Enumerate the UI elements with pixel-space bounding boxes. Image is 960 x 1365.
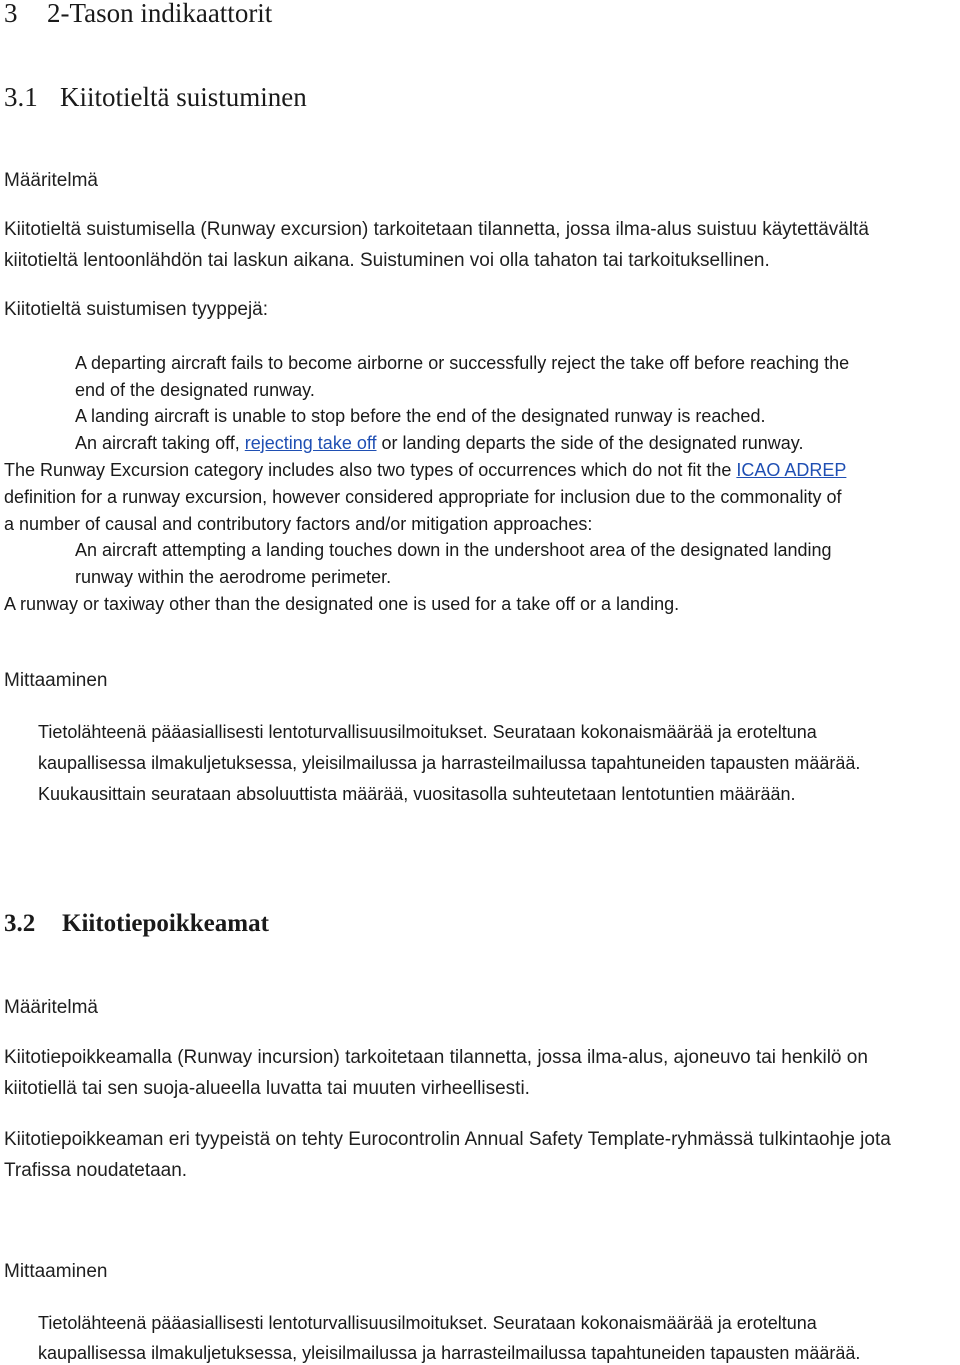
heading-title: Kiitotieltä suistuminen [60, 82, 307, 112]
measuring-line: kaupallisessa ilmakuljetuksessa, yleisilmailussa ja harrasteilmailussa tapahtuneiden tapausten määrää. [38, 753, 861, 773]
list-item: A departing aircraft fails to become airborne or successfully reject the take off before reaching the [75, 353, 850, 373]
types-label: Kiitotieltä suistumisen tyyppejä: [4, 299, 269, 320]
category-line: definition for a runway excursion, however considered appropriate for inclusion due to the commonality of [4, 487, 842, 507]
list-item-text: An aircraft taking off, [75, 433, 245, 453]
definition-line: Kiitotieltä suistumisella (Runway excursion) tarkoitetaan tilannetta, jossa ilma-alus suistuu käytettävältä [4, 219, 869, 240]
measuring-label: Mittaaminen [4, 670, 108, 691]
definition-label: Määritelmä [4, 170, 98, 191]
heading-section-3-2 [4, 910, 269, 938]
heading-chapter-3 [4, 0, 272, 28]
list-item: end of the designated runway. [75, 380, 315, 400]
definition-line: kiitotiellä tai sen suoja-alueella luvatta tai muuten virheellisesti. [4, 1078, 530, 1099]
types-line: Trafissa noudatetaan. [4, 1160, 188, 1181]
heading-title: 2-Tason indikaattorit [47, 0, 273, 28]
icao-adrep-link[interactable]: ICAO ADREP [736, 460, 847, 480]
heading-number: 3 [4, 0, 18, 28]
rejecting-take-off-link[interactable]: rejecting take off [244, 433, 377, 453]
list-item [75, 431, 803, 455]
category-text: The Runway Excursion category includes also two types of occurrences which do not fit the [4, 460, 737, 480]
list-item: A runway or taxiway other than the designated one is used for a take off or a landing. [4, 594, 680, 614]
heading-title: Kiitotiepoikkeamat [62, 910, 269, 937]
measuring-line: Tietolähteenä pääasiallisesti lentoturvallisuusilmoitukset. Seurataan kokonaismäärää ja eroteltuna [38, 1313, 817, 1333]
list-item: An aircraft attempting a landing touches down in the undershoot area of the designated landing [75, 540, 832, 560]
list-item: A landing aircraft is unable to stop before the end of the designated runway is reached. [75, 406, 766, 426]
measuring-label: Mittaaminen [4, 1261, 108, 1282]
definition-label: Määritelmä [4, 997, 98, 1018]
types-line: Kiitotiepoikkeaman eri tyypeistä on tehty Eurocontrolin Annual Safety Template-ryhmässä tulkintaohje jota [4, 1129, 891, 1150]
measuring-line: Kuukausittain seurataan absoluuttista määrää, vuositasolla suhteutetaan lentotuntien määrään. [38, 784, 796, 804]
heading-section-3-1 [4, 82, 307, 112]
list-item-text: or landing departs the side of the designated runway. [376, 433, 804, 453]
definition-line: Kiitotiepoikkeamalla (Runway incursion) tarkoitetaan tilannetta, jossa ilma-alus, ajoneuvo tai henkilö on [4, 1047, 868, 1068]
heading-number: 3.2 [4, 910, 36, 937]
list-item: runway within the aerodrome perimeter. [75, 567, 392, 587]
measuring-line: Tietolähteenä pääasiallisesti lentoturvallisuusilmoitukset. Seurataan kokonaismäärää ja eroteltuna [38, 722, 817, 742]
category-line: a number of causal and contributory factors and/or mitigation approaches: [4, 514, 593, 534]
definition-line: kiitotieltä lentoonlähdön tai laskun aikana. Suistuminen voi olla tahaton tai tarkoituksellinen. [4, 250, 770, 271]
category-line [4, 458, 846, 482]
measuring-line: kaupallisessa ilmakuljetuksessa, yleisilmailussa ja harrasteilmailussa tapahtuneiden tapausten määrää. [38, 1343, 861, 1363]
heading-number: 3.1 [4, 82, 38, 112]
